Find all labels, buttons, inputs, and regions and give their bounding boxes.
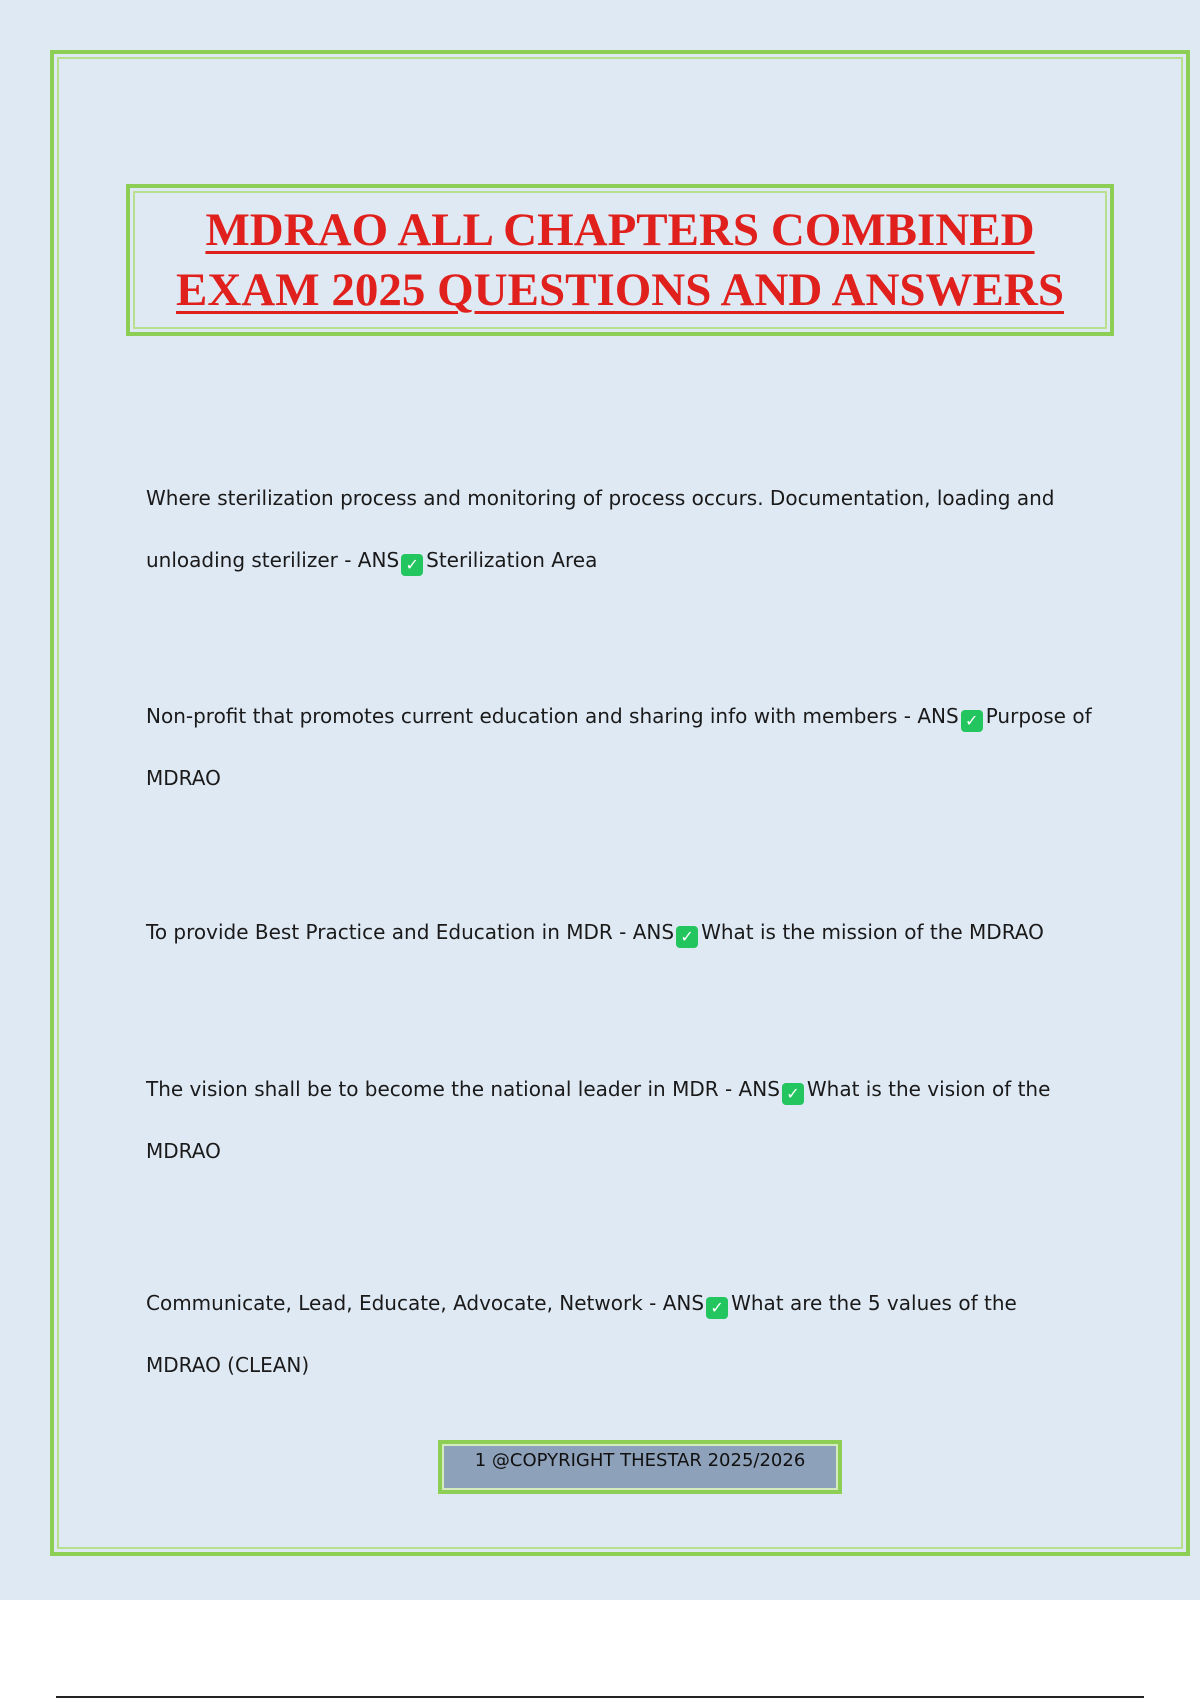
title-line-1: MDRAO ALL CHAPTERS COMBINED — [205, 204, 1035, 256]
qa-item — [146, 1272, 1096, 1396]
qa-item — [146, 901, 1096, 963]
question-text: Communicate, Lead, Educate, Advocate, Network - ANS — [146, 1291, 705, 1315]
question-text: Where sterilization process and monitoring of process occurs. Documentation, loading and unloading sterilizer - ANS — [146, 486, 1055, 572]
answer-text: What are the 5 values of the MDRAO (CLEAN) — [146, 1291, 1017, 1377]
footer-box — [438, 1440, 842, 1494]
footer-copyright: 1 @COPYRIGHT THESTAR 2025/2026 — [474, 1450, 806, 1471]
check-mark-icon: ✓ — [961, 710, 983, 732]
check-mark-icon: ✓ — [706, 1297, 728, 1319]
qa-item — [146, 685, 1096, 809]
question-text: The vision shall be to become the national leader in MDR - ANS — [146, 1077, 780, 1101]
answer-text: What is the mission of the MDRAO — [701, 920, 1044, 944]
answer-text: What is the vision of the MDRAO — [146, 1077, 1051, 1163]
qa-item — [146, 1058, 1096, 1182]
answer-text: Sterilization Area — [426, 548, 598, 572]
check-mark-icon: ✓ — [676, 926, 698, 948]
answer-text: Purpose of MDRAO — [146, 704, 1092, 790]
title-box — [126, 184, 1114, 336]
check-mark-icon: ✓ — [782, 1083, 804, 1105]
question-text: Non-profit that promotes current education and sharing info with members - ANS — [146, 704, 959, 728]
page-divider — [56, 1696, 1144, 1698]
title-line-2: EXAM 2025 QUESTIONS AND ANSWERS — [176, 264, 1064, 316]
qa-item — [146, 467, 1096, 591]
check-mark-icon: ✓ — [401, 554, 423, 576]
question-text: To provide Best Practice and Education in MDR - ANS — [146, 920, 675, 944]
